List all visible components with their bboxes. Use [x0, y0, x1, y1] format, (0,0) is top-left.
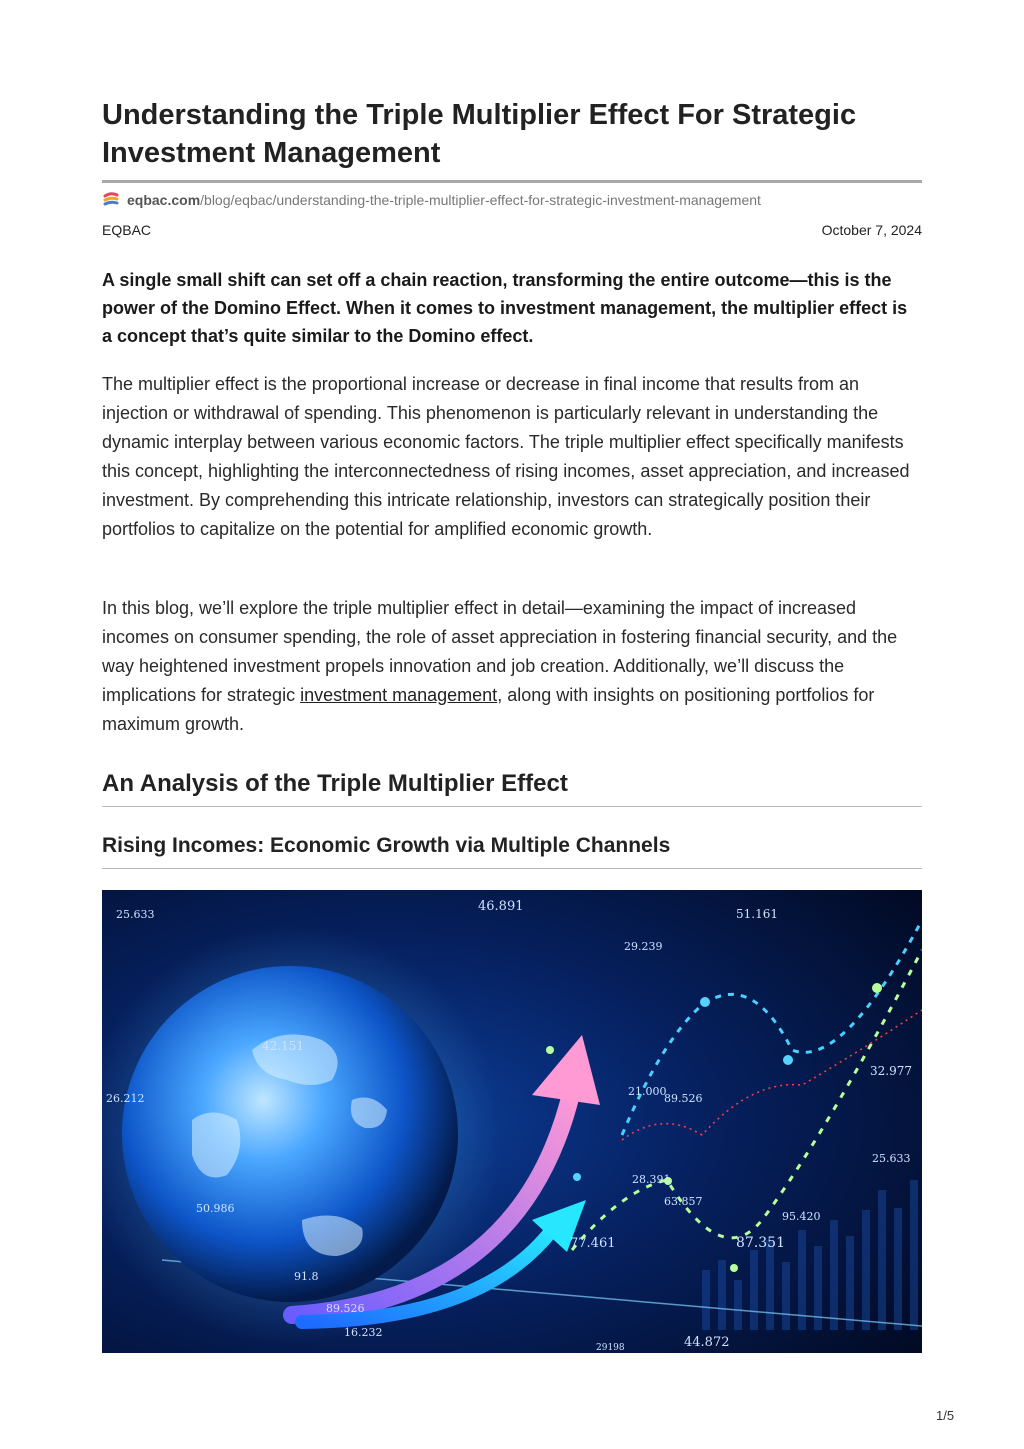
publish-date: October 7, 2024	[821, 222, 922, 238]
lead-paragraph: A single small shift can set off a chain reaction, transforming the entire outcome—this is the power of the Domino Effect. When it comes to investment management, the multiplier effect is a concept that’s quite similar to the Domino effect.	[102, 270, 908, 346]
svg-text:89.526: 89.526	[326, 1302, 365, 1315]
hero-image	[102, 890, 922, 1353]
svg-text:25.633: 25.633	[872, 1152, 911, 1165]
svg-text:87.351: 87.351	[736, 1235, 785, 1251]
author: EQBAC	[102, 222, 152, 238]
section-heading: An Analysis of the Triple Multiplier Effect	[102, 770, 568, 797]
svg-text:77.461: 77.461	[570, 1236, 616, 1251]
svg-text:63.857: 63.857	[664, 1195, 703, 1208]
title-divider	[102, 180, 922, 183]
svg-text:51.161: 51.161	[736, 907, 778, 921]
svg-text:89.526: 89.526	[664, 1092, 703, 1105]
investment-management-link[interactable]: investment management	[300, 685, 498, 705]
eqbac-logo-icon	[102, 191, 120, 209]
svg-text:16.232: 16.232	[344, 1326, 383, 1339]
source-domain: eqbac.com	[127, 192, 201, 208]
svg-text:29.239: 29.239	[624, 940, 663, 953]
source-path: /blog/eqbac/understanding-the-triple-multiplier-effect-for-strategic-investment-management	[200, 192, 761, 208]
section-divider	[102, 806, 922, 807]
page-title: Understanding the Triple Multiplier Effect For Strategic Investment Management	[102, 99, 857, 169]
svg-text:91.8: 91.8	[294, 1270, 319, 1283]
svg-text:50.986: 50.986	[196, 1202, 235, 1215]
subsection-heading: Rising Incomes: Economic Growth via Multiple Channels	[102, 834, 671, 857]
svg-text:32.977: 32.977	[870, 1064, 912, 1078]
globe-financial-chart-image	[102, 890, 922, 1353]
paragraph-1: The multiplier effect is the proportional increase or decrease in final income that results from an injection or withdrawal of spending. This phenomenon is particularly relevant in understanding the dynamic interplay between various economic factors. The triple multiplier effect specifically manifests this concept, highlighting the interconnectedness of rising incomes, asset appreciation, and increased investment. By comprehending this intricate relationship, investors can strategically position their portfolios to capitalize on the potential for amplified economic growth.	[102, 374, 910, 539]
svg-text:44.872: 44.872	[684, 1335, 730, 1350]
svg-text:95.420: 95.420	[782, 1210, 821, 1223]
svg-text:28.391: 28.391	[632, 1173, 671, 1186]
paragraph-2-tail: , along with insights on positioning portfolios for maximum growth.	[102, 685, 875, 734]
svg-text:21.000: 21.000	[628, 1085, 667, 1098]
svg-text:29198: 29198	[596, 1343, 625, 1353]
svg-text:42.151: 42.151	[262, 1039, 304, 1053]
source-url[interactable]	[102, 190, 922, 210]
svg-text:26.212: 26.212	[106, 1092, 145, 1105]
article-meta	[102, 222, 922, 238]
svg-text:46.891: 46.891	[478, 899, 524, 914]
svg-text:25.633: 25.633	[116, 908, 155, 921]
page-number: 1/5	[936, 1408, 955, 1423]
subsection-divider	[102, 868, 922, 869]
paragraph-2-text: In this blog, we’ll explore the triple multiplier effect in detail—examining the impact of increased incomes on consumer spending, the role of asset appreciation in fostering financial security, and the way heightened investment propels innovation and job creation. Additionally, we’ll discuss the implications for strategic	[102, 598, 898, 705]
paragraph-2	[102, 594, 922, 739]
